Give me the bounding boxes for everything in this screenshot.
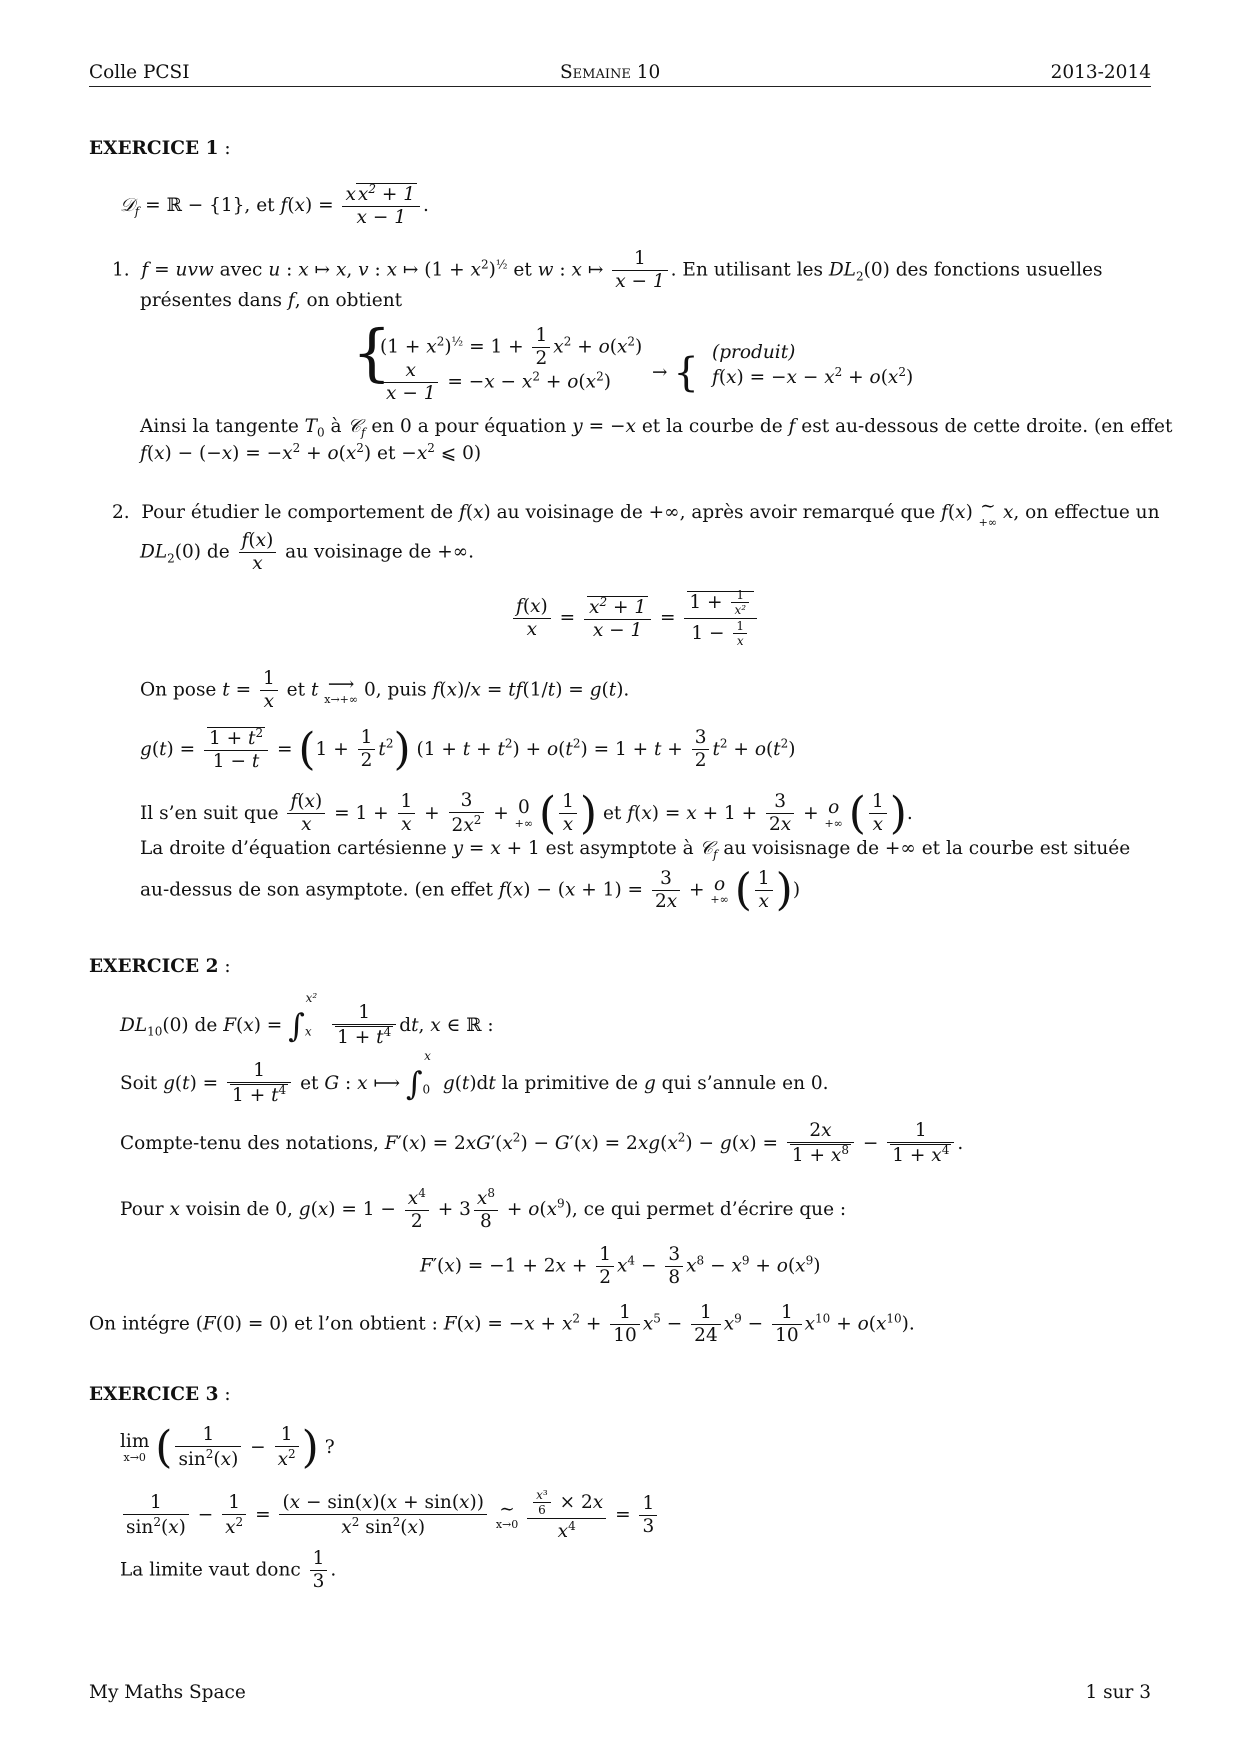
ex3-title: EXERCICE 3 <box>89 1384 219 1405</box>
ex1-dessus: au-dessus de son asymptote. (en effet f(x) − (x + 1) = $\frac{3}{2x}$ + o +∞ ( $\frac{1}{x}$ )) <box>140 864 801 916</box>
ex2-soit-c: qui s’annule en 0. <box>661 1072 829 1094</box>
ex1-p1-text2: des fonctions usuelles <box>895 259 1103 281</box>
header-rule <box>89 86 1151 87</box>
ex3-lim: lim x→0 ( $\frac{1}{\sin^2(x)}$ − $\frac{1}{x^2}$ ) ? <box>120 1421 335 1473</box>
ex2-integre-b: et l’on obtient : <box>294 1313 438 1335</box>
ex1-ainsi-d: et la courbe de <box>641 416 783 437</box>
footer-right: 1 sur 3 <box>1085 1682 1151 1703</box>
footer-left: My Maths Space <box>89 1682 246 1703</box>
ex3-limite: La limite vaut donc $\frac{1}{3}$ . <box>120 1548 337 1593</box>
header-left: Colle PCSI <box>89 62 190 83</box>
ex1-domain: 𝒟$_f$ = ℝ − {1}, et f(x) = $\frac{x x^2 + 1}{x - 1}$ . <box>120 182 429 229</box>
ex2-soit-et: et <box>300 1072 319 1094</box>
ex2-pour-b: voisin de 0, <box>185 1198 293 1220</box>
ex1-pose: On pose t = $\frac{1}{x}$ et t ⟶ x→+∞ 0, puis f(x)/x = tf(1/t) = g(t). <box>140 668 630 713</box>
ex1-ainsi: Ainsi la tangente $T_0$ à 𝒞$_f$ en 0 a pour équation y = −x et la courbe de f est au-dessous de cette droite. (en effet <box>140 416 1173 440</box>
ex2-pour: Pour x voisin de 0, g(x) = 1 − $\frac{x^4}{2}$ + 3 $\frac{x^8}{8}$ + $o(x^9)$, ce qui permet d’écrire que : <box>120 1186 847 1233</box>
ex1-effet-et: et <box>377 443 396 465</box>
ex1-droite: La droite d’équation cartésienne y = x + 1 est asymptote à 𝒞$_f$ au voisisnage de +∞ et la courbe est située <box>140 838 1131 862</box>
ex1-p2-a: Pour étudier le comportement de <box>141 501 454 523</box>
ex1-droite-a: La droite d’équation cartésienne <box>140 838 447 859</box>
ex1-ainsi-b: à <box>330 416 342 437</box>
ex1-heading <box>89 138 231 159</box>
ex1-item1-line2: présentes dans f, on obtient <box>140 290 403 311</box>
ex2-compte-a: Compte-tenu des notations, <box>120 1132 379 1154</box>
ex2-soit: Soit g(t) = $\frac{1}{1 + t^4}$ et G : x ⟼ $\int_0^x$ g(t)dt la primitive de g qui s’annule en 0. <box>120 1048 829 1107</box>
ex1-avec: avec <box>219 259 263 281</box>
ex1-item1-line1: 1. f = uvw avec u : x ↦ x, v : x ↦ $(1 + x^2)^{\frac{1}{2}}$ et w : x ↦ $\frac{1}{x - 1}$ . En utilisant les $DL_2(0)$ des fonctions usuelles <box>112 248 1103 293</box>
ex1-obtient: , on obtient <box>294 290 403 311</box>
ex2-title: EXERCICE 2 <box>89 956 219 977</box>
ex2-integre: On intégre (F(0) = 0) et l’on obtient : $F(x) = -x + x^2$ + $\frac{1}{10}$ $x^5$ − $\frac{1}{24}$ $x^9$ − $\frac{1}{10}$ $x^{10} + o(x^{10})$. <box>89 1302 915 1347</box>
ex1-gt: g(t) = $\frac{1 + t^2}{1 - t}$ = (1 + $\frac{1}{2}$ $t^2$) $(1 + t + t^2) + o(t^2) = 1 + t$ + $\frac{3}{2}$ $t^2 + o(t^2)$ <box>140 723 796 775</box>
ex1-p2-d: au voisinage de +∞. <box>285 541 474 563</box>
ex1-suit-et: et <box>602 802 622 824</box>
ex1-p2-c: , on effectue un <box>1013 501 1160 523</box>
ex1-droite-c: au voisisnage de +∞ et la courbe est située <box>723 838 1131 859</box>
ex1-title: EXERCICE 1 <box>89 138 219 159</box>
ex1-item2-line2: $DL_2(0)$ de $\frac{f(x)}{x}$ au voisinage de +∞. <box>140 530 474 575</box>
ex2-pour-a: Pour <box>120 1198 164 1220</box>
ex1-droite-b: est asymptote à <box>545 838 694 859</box>
ex1-pose-puis: 0, puis <box>363 679 427 701</box>
ex1-ainsi-a: Ainsi la tangente <box>140 416 299 437</box>
ex1-ainsi-c: en 0 a pour équation <box>371 416 567 437</box>
ex1-system-row2: $\frac{x}{x - 1}$ = $-x - x^2 + o(x^2)$ <box>380 360 611 405</box>
ex1-p2-b: au voisinage de +∞, après avoir remarqué que <box>496 501 936 523</box>
ex3-colon: : <box>224 1384 231 1405</box>
ex1-colon: : <box>224 138 231 159</box>
ex1-eq-fx-over-x: $\frac{f(x)}{x}$ = $\frac{x^2 + 1}{x - 1}$ = 1 + $\frac{1}{\text{x²}}$ 1 − $\frac{1}{x}$ <box>510 588 760 649</box>
ex2-heading <box>89 956 231 977</box>
ex1-arrow: → { <box>652 350 699 396</box>
ex3-equiv: $\frac{1}{\sin^2(x)}$ − $\frac{1}{x^2}$ = $\frac{(x - \sin(x)(x + \sin(x))}{x^2 \sin^2(x)}$ ∼ x→0 $\frac{\text{x³}}{6}$ × 2x $x^4$ = $\frac{1}{3}$ <box>120 1488 660 1543</box>
ex1-fx-dl: $f(x) = -x - x^2 + o(x^2)$ <box>712 365 914 389</box>
header-center: Semaine 10 <box>560 62 661 83</box>
ex1-pose-a: On pose <box>140 679 217 701</box>
ex3-limite-a: La limite vaut donc <box>120 1559 301 1581</box>
ex1-system: { <box>352 316 392 389</box>
ex2-integre-a: On intégre <box>89 1313 190 1335</box>
ex1-p2-de: de <box>206 541 230 563</box>
ex2-soit-b: la primitive de <box>501 1072 639 1094</box>
ex1-ainsi-e: est au-dessous de cette droite. (en effet <box>801 416 1173 437</box>
ex1-suit: Il s’en suit que $\frac{f(x)}{x}$ = 1 + $\frac{1}{x}$ + $\frac{3}{2x^2}$ + 0 +∞ ( $\frac{1}{x}$ ) et f(x) = x + 1 + $\frac{3}{2x}$ + o +∞ ( $\frac{1}{x}$ ). <box>140 787 913 839</box>
ex1-produit: (produit) <box>712 342 796 363</box>
ex2-soit-a: Soit <box>120 1072 158 1094</box>
ex1-presentes: présentes dans <box>140 290 283 311</box>
ex2-compte: Compte-tenu des notations, $F'(x) = 2xG'(x^2) - G'(x) = 2xg(x^2) - g(x)$ = $\frac{2x}{1 + x^8}$ − $\frac{1}{1 + x^4}$ . <box>120 1120 964 1167</box>
ex2-dl-de: de <box>194 1014 218 1036</box>
ex1-dessus-a: au-dessus de son asymptote. (en effet <box>140 879 493 901</box>
ex2-fprime: F′(x) = −1 + 2x + $\frac{1}{2}$ $x^4$ − $\frac{3}{8}$ $x^8 - x^9 + o(x^9)$ <box>420 1244 821 1289</box>
ex1-pose-et: et <box>286 679 306 701</box>
ex2-pour-c: , ce qui permet d’écrire que : <box>571 1198 847 1220</box>
ex1-effet: $f(x) - (-x) = -x^2 + o(x^2)$ et $-x^2$ ⩽ 0) <box>140 441 482 465</box>
ex2-colon: : <box>224 956 231 977</box>
ex1-p1-text: . En utilisant les <box>670 259 823 281</box>
header-right: 2013-2014 <box>1050 62 1151 83</box>
ex1-et: et <box>513 259 532 281</box>
ex2-dl: $DL_{10}(0)$ de $F(x) = \int_x^{x^2}$ $\frac{1}{1 + t^4}$ dt, x ∈ ℝ : <box>120 990 494 1049</box>
ex3-heading <box>89 1384 231 1405</box>
ex1-system-row1: $(1 + x^2)^{\frac{1}{2}} = 1$ + $\frac{1}{2}$ $x^2 + o(x^2)$ <box>380 325 643 370</box>
ex1-item2-line1: 2. Pour étudier le comportement de f(x) au voisinage de +∞, après avoir remarqué que f(x) ∼ +∞ x, on effectue un <box>112 496 1160 529</box>
ex1-suit-a: Il s’en suit que <box>140 802 279 824</box>
